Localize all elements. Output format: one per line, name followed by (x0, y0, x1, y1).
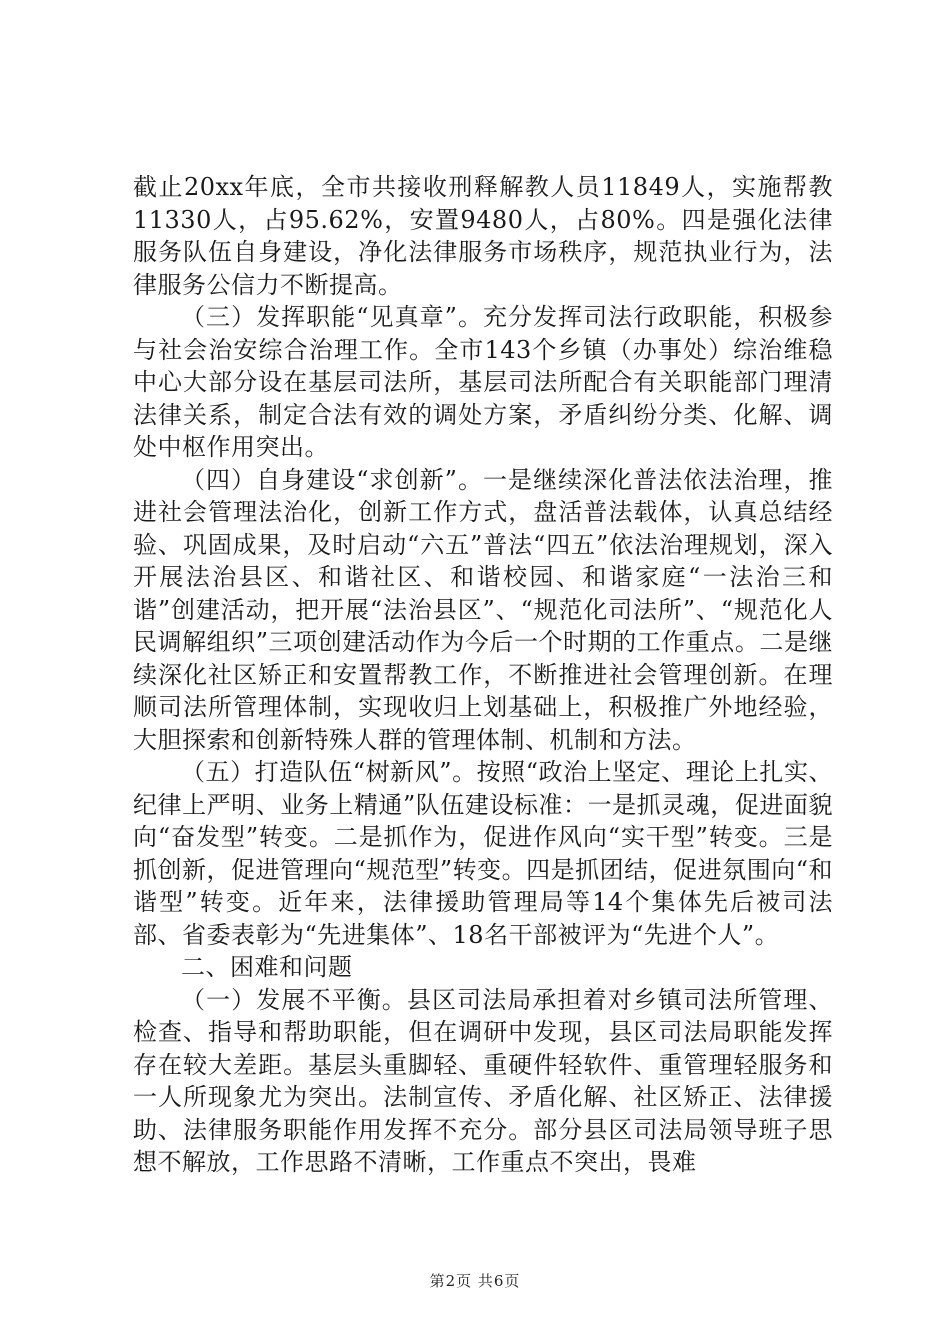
document-body (133, 171, 833, 1179)
paragraph-section-four: （四）自身建设“求创新”。一是继续深化普法依法治理，推进社会管理法治化，创新工作方式，盘活普法载体，认真总结经验、巩固成果，及时启动“六五”普法“四五”依法治理规划，深入开展法治县区、和谐社区、和谐校园、和谐家庭“一法治三和谐”创建活动，把开展“法治县区”、“规范化司法所”、“规范化人民调解组织”三项创建活动作为今后一个时期的工作重点。二是继续深化社区矫正和安置帮教工作，不断推进社会管理创新。在理顺司法所管理体制，实现收归上划基础上，积极推广外地经验，大胆探索和创新特殊人群的管理体制、机制和方法。 (133, 465, 833, 754)
paragraph-section-three: （三）发挥职能“见真章”。充分发挥司法行政职能，积极参与社会治安综合治理工作。全市143个乡镇（办事处）综治维稳中心大部分设在基层司法所，基层司法所配合有关职能部门理清法律关系，制定合法有效的调处方案，矛盾纠纷分类、化解、调处中枢作用突出。 (133, 303, 833, 461)
page-number-footer: 第2页 共6页 (429, 1272, 521, 1290)
section-heading-difficulties: 二、困难和问题 (181, 953, 353, 981)
paragraph-section-five: （五）打造队伍“树新风”。按照“政治上坚定、理论上扎实、纪律上严明、业务上精通”队伍建设标准：一是抓灵魂，促进面貌向“奋发型”转变。二是抓作为，促进作风向“实干型”转变。三是抓创新，促进管理向“规范型”转变。四是抓团结，促进氛围向“和谐型”转变。近年来，法律援助管理局等14个集体先后被司法部、省委表彰为“先进集体”、18名干部被评为“先进个人”。 (133, 758, 833, 949)
paragraph-statistics: 截止20xx年底，全市共接收刑释解教人员11849人，实施帮教11330人，占95.62%，安置9480人，占80%。四是强化法律服务队伍自身建设，净化法律服务市场秩序，规范执业行为，法律服务公信力不断提高。 (133, 173, 833, 299)
paragraph-imbalance: （一）发展不平衡。县区司法局承担着对乡镇司法所管理、检查、指导和帮助职能，但在调研中发现，县区司法局职能发挥存在较大差距。基层头重脚轻、重硬件轻软件、重管理轻服务和一人所现象尤为突出。法制宣传、矛盾化解、社区矫正、法律援助、法律服务职能作用发挥不充分。部分县区司法局领导班子思想不解放，工作思路不清晰，工作重点不突出，畏难 (133, 985, 833, 1176)
